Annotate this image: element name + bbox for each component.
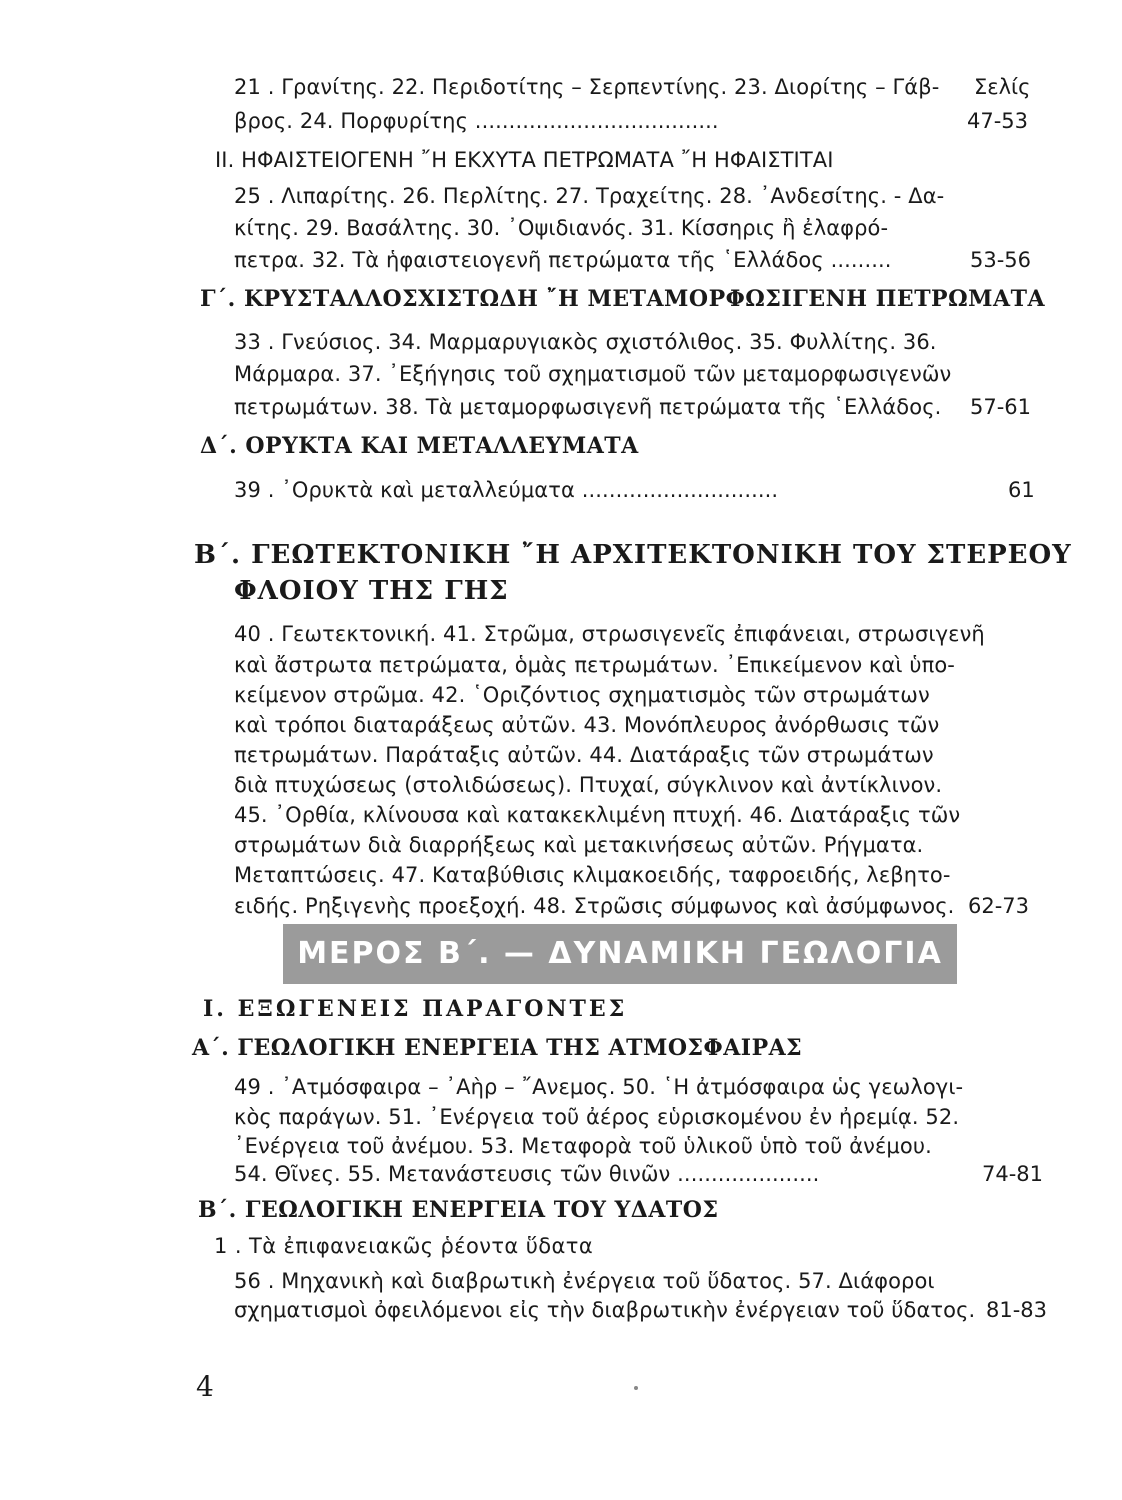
section-heading: Α΄. ΓΕΩΛΟΓΙΚΗ ΕΝΕΡΓΕΙΑ ΤΗΣ ΑΤΜΟΣΦΑΙΡΑΣ [192, 1035, 803, 1061]
part-heading: Β΄. ΓΕΩΤΕΚΤΟΝΙΚΗ ῎Η ΑΡΧΙΤΕΚΤΟΝΙΚΗ ΤΟΥ ΣΤΕΡΕΟΥ [194, 540, 1072, 570]
toc-line: 49 . ᾿Ατμόσφαιρα – ᾿Αὴρ – ῎Ανεμος. 50. ῾Η ἀτμόσφαιρα ὡς γεωλογι- [234, 1075, 964, 1099]
page-range: 74-81 [982, 1162, 1044, 1186]
toc-line: πετρωμάτων. Παράταξις αὐτῶν. 44. Διατάραξις τῶν στρωμάτων [234, 743, 934, 767]
toc-line: 21 . Γρανίτης. 22. Περιδοτίτης – Σερπεντίνης. 23. Διορίτης – Γάβ- [234, 75, 940, 99]
part-heading: ΦΛΟΙΟΥ ΤΗΣ ΓΗΣ [234, 576, 509, 606]
page-range: 62-73 [968, 894, 1030, 918]
section-heading: Ι. ΕΞΩΓΕΝΕΙΣ ΠΑΡΑΓΟΝΤΕΣ [203, 996, 628, 1022]
page-range: 47-53 [967, 109, 1029, 133]
page-range: 61 [1008, 478, 1035, 502]
toc-line: 25 . Λιπαρίτης. 26. Περλίτης. 27. Τραχείτης. 28. ᾿Ανδεσίτης. - Δα- [234, 184, 945, 208]
subsection-heading: 1 . Τὰ ἐπιφανειακῶς ῥέοντα ὕδατα [214, 1234, 594, 1258]
toc-line: ειδής. Ρηξιγενὴς προεξοχή. 48. Στρῶσις σύμφωνος καὶ ἀσύμφωνος. [234, 894, 955, 918]
section-heading: Β΄. ΓΕΩΛΟΓΙΚΗ ΕΝΕΡΓΕΙΑ ΤΟΥ ΥΔΑΤΟΣ [198, 1197, 719, 1223]
toc-line: 33 . Γνεύσιος. 34. Μαρμαρυγιακὸς σχιστόλιθος. 35. Φυλλίτης. 36. [234, 330, 937, 354]
page-number: 4 [196, 1370, 214, 1403]
toc-line: ᾿Ενέργεια τοῦ ἀνέμου. 53. Μεταφορὰ τοῦ ὑλικοῦ ὑπὸ τοῦ ἀνέμου. [234, 1134, 932, 1158]
toc-line: πετρωμάτων. 38. Τὰ μεταμορφωσιγενῆ πετρώματα τῆς ῾Ελλάδος. [234, 395, 942, 419]
page-range: 81-83 [986, 1298, 1048, 1322]
toc-line: στρωμάτων διὰ διαρρήξεως καὶ μετακινήσεως αὐτῶν. Ρήγματα. [234, 833, 924, 857]
toc-line: κίτης. 29. Βασάλτης. 30. ᾿Οψιδιανός. 31. Κίσσηρις ἢ ἐλαφρό- [234, 216, 889, 240]
page-range: 57-61 [970, 395, 1032, 419]
print-speck [634, 1386, 638, 1390]
page-range: 53-56 [970, 248, 1032, 272]
section-heading: II. ΗΦΑΙΣΤΕΙΟΓΕΝΗ ῎Η ΕΚΧΥΤΑ ΠΕΤΡΩΜΑΤΑ ῎Η ΗΦΑΙΣΤΙΤΑΙ [215, 148, 834, 172]
toc-line: σχηματισμοὶ ὀφειλόμενοι εἰς τὴν διαβρωτικὴν ἐνέργειαν τοῦ ὕδατος. [234, 1298, 976, 1322]
toc-line: καὶ ἄστρωτα πετρώματα, ὁμὰς πετρωμάτων. ᾿Επικείμενον καὶ ὑπο- [234, 653, 955, 677]
toc-line: βρος. 24. Πορφυρίτης .................................... [234, 109, 719, 133]
toc-line: κείμενον στρῶμα. 42. ῾Οριζόντιος σχηματισμὸς τῶν στρωμάτων [234, 683, 930, 707]
toc-line: κὸς παράγων. 51. ᾿Ενέργεια τοῦ ἀέρος εὑρισκομένου ἐν ἠρεμίᾳ. 52. [234, 1105, 960, 1129]
section-heading: Δ΄. ΟΡΥΚΤΑ ΚΑΙ ΜΕΤΑΛΛΕΥΜΑΤΑ [200, 433, 639, 459]
toc-line: Μάρμαρα. 37. ᾿Εξήγησις τοῦ σχηματισμοῦ τῶν μεταμορφωσιγενῶν [234, 362, 952, 386]
toc-line: Μεταπτώσεις. 47. Καταβύθισις κλιμακοειδής, ταφροειδής, λεβητο- [234, 863, 951, 887]
toc-line: διὰ πτυχώσεως (στολιδώσεως). Πτυχαί, σύγκλινον καὶ ἀντίκλινον. [234, 773, 943, 797]
part-banner: ΜΕΡΟΣ Β΄. — ΔΥΝΑΜΙΚΗ ΓΕΩΛΟΓΙΑ [283, 924, 957, 984]
section-heading: Γ΄. ΚΡΥΣΤΑΛΛΟΣΧΙΣΤΩΔΗ ῎Η ΜΕΤΑΜΟΡΦΩΣΙΓΕΝΗ ΠΕΤΡΩΜΑΤΑ [200, 286, 1046, 312]
toc-line: 39 . ᾿Ορυκτὰ καὶ μεταλλεύματα ............................. [234, 478, 779, 502]
toc-line: πετρα. 32. Τὰ ἡφαιστειογενῆ πετρώματα τῆς ῾Ελλάδος ......... [234, 248, 892, 272]
toc-line: 45. ᾿Ορθία, κλίνουσα καὶ κατακεκλιμένη πτυχή. 46. Διατάραξις τῶν [234, 803, 961, 827]
column-header-page: Σελίς [974, 75, 1031, 99]
toc-line: 56 . Μηχανικὴ καὶ διαβρωτικὴ ἐνέργεια τοῦ ὕδατος. 57. Διάφοροι [234, 1269, 935, 1293]
toc-line: καὶ τρόποι διαταράξεως αὐτῶν. 43. Μονόπλευρος ἀνόρθωσις τῶν [234, 713, 940, 737]
toc-line: 54. Θῖνες. 55. Μετανάστευσις τῶν θινῶν ..................... [234, 1162, 820, 1186]
toc-line: 40 . Γεωτεκτονική. 41. Στρῶμα, στρωσιγενεῖς ἐπιφάνειαι, στρωσιγενῆ [234, 622, 985, 646]
